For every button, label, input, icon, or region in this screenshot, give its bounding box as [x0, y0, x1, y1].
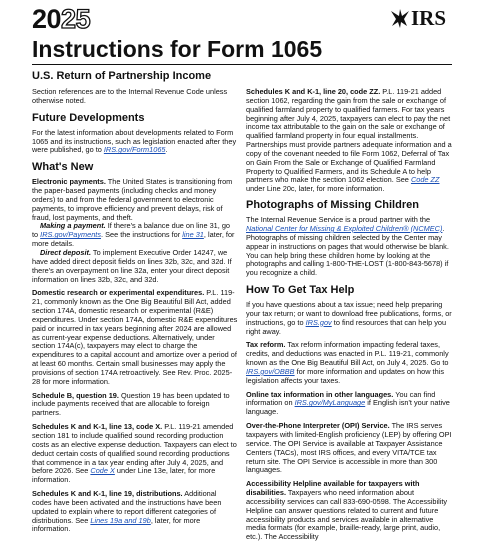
payments-link[interactable]: IRS.gov/Payments: [40, 230, 101, 240]
heading-missing-children: Photographs of Missing Children: [246, 199, 419, 212]
schedule-b-paragraph: [32, 392, 238, 419]
paragraph-label: Making a payment.: [40, 221, 106, 231]
text: .: [165, 145, 168, 155]
mylanguage-link[interactable]: IRS.gov/MyLanguage: [294, 398, 366, 408]
lines-19a-19b-link[interactable]: Lines 19a and 19b: [90, 515, 151, 525]
paragraph-label: Schedules K and K-1, line 13, code X.: [32, 422, 163, 432]
paragraph-label: Schedules K and K-1, line 19, distributions.: [32, 489, 183, 499]
irs-gov-link[interactable]: IRS.gov: [305, 317, 332, 327]
text: To implement Executive Order 14247, we have added direct deposit fields on lines 32b, 32c, and 32d. If there's an overpayment on line 32a, enter your direct deposit information on lines 32b, 32c, and 32d.: [32, 247, 232, 284]
research-expenditures-paragraph: [32, 289, 238, 386]
text: under Line 20c, later, for more information.: [246, 184, 385, 194]
page-title: Instructions for Form 1065: [32, 36, 323, 62]
paragraph-label: Schedule B, question 19.: [32, 390, 119, 400]
tax-help-paragraph: [246, 301, 454, 336]
text: P.L. 119-21 amended section 181 to include qualified sound recording production costs as an elective expense deduction. Taxpayers can elect to deduct certain costs of qualified sound recording productions that commence in a tax year ending after July 4, 2025, and before 2026. See: [32, 422, 237, 476]
obbb-link[interactable]: IRS.gov/OBBB: [246, 366, 295, 376]
text: You can find information on: [246, 389, 436, 408]
text: For the latest information about developments related to Form 1065 and its instructions, such as legislation enacted after they were published, go to: [32, 127, 237, 155]
paragraph-label: Electronic payments.: [32, 177, 106, 187]
text: If there's a balance due on line 31, go to: [32, 221, 230, 240]
text: for more information and updates on how this legislation affects your taxes.: [246, 366, 444, 385]
ncmec-link[interactable]: National Center for Missing & Exploited Children® (NCMEC): [246, 223, 443, 233]
heading-whats-new: What's New: [32, 161, 94, 174]
paragraph-label: Accessibility Helpline available for taxpayers with disabilities.: [246, 479, 420, 498]
accessibility-paragraph: [246, 480, 454, 542]
paragraph-label: Domestic research or experimental expenditures.: [32, 288, 205, 298]
year-outline: 25: [61, 4, 91, 34]
text: Tax reform information impacting federal taxes, credits, and deductions was enacted in P.L. 119-21, commonly known as the One Big Beautiful Bill Act, on July 4, 2025. Go to: [246, 340, 449, 368]
text: if English isn't your native language.: [246, 398, 450, 417]
text: Question 19 has been updated to include payments received that are allocable to foreign partners.: [32, 390, 230, 418]
paragraph-label: Direct deposit.: [40, 247, 92, 257]
line-20-paragraph: [246, 88, 454, 194]
paragraph-label: Schedules K and K-1, line 20, code ZZ.: [246, 87, 381, 96]
text: . Photographs of missing children selected by the Center may appear in instructions on pages that would otherwise be blank. You can help bring these children home by looking at the photographs and calling 1-800-THE-LOST (1-800-843-5678) if you recognize a child.: [246, 223, 449, 278]
direct-deposit-paragraph: [32, 249, 238, 284]
text: . See the instructions for: [101, 230, 183, 240]
line-19-paragraph: [32, 490, 238, 534]
missing-children-paragraph: [246, 216, 454, 278]
heading-tax-help: How To Get Tax Help: [246, 284, 355, 297]
code-zz-link[interactable]: Code ZZ: [410, 175, 440, 185]
making-payment-paragraph: [32, 222, 238, 249]
heading-future-developments: Future Developments: [32, 111, 145, 124]
year-bold: 20: [32, 4, 62, 34]
other-languages-paragraph: [246, 391, 454, 418]
text: to find resources that can help you right away.: [246, 317, 447, 336]
paragraph-label: Over-the-Phone Interpreter (OPI) Service.: [246, 421, 390, 431]
eagle-icon: [389, 7, 411, 29]
text: Taxpayers who need information about accessibility services can call 833-690-0598. The Accessibility Helpline can answer questions related to current and future accessibility products and services available in alternative media formats (for example, braille-ready, large print, audio, etc.). The Accessibility: [246, 488, 448, 542]
intro-paragraph: Section references are to the Internal Revenue Code unless otherwise noted.: [32, 87, 228, 105]
right-column: [246, 88, 454, 547]
text: under Line 13e, later, for more information.: [32, 466, 216, 485]
irs-logo-text: IRS: [411, 6, 447, 30]
text: The IRS serves taxpayers with limited-English proficiency (LEP) by offering OPI service. The OPI Service is available at Taxpayer Assistance Centers (TACs), most IRS offices, and every VITA/TCE tax return site. The OPI Service is accessible in more than 300 languages.: [246, 421, 452, 475]
line-13-paragraph: [32, 423, 238, 485]
text: , later, for more details.: [32, 230, 235, 249]
text: , later, for more information.: [32, 515, 201, 534]
irs-logo: [389, 7, 451, 29]
left-column: [32, 88, 238, 539]
text: Additional codes have been activated and the instructions have been updated to explain where to report different categories of distributions. See: [32, 489, 222, 525]
text: The Internal Revenue Service is a proud partner with the: [246, 215, 431, 225]
form-year: [32, 6, 90, 33]
text: P.L. 119-21 added section 1062, regarding the gain from the sale or exchange of qualified farmland property to qualified farmers. For tax years beginning after July 4, 2025, taxpayers can elect to pay the net income tax attributable to the gain on the sale or exchange of qualified farmland property in four equal installments. Partnerships must provide partners adequate information and a copy of the covenant needed to file Form 1062, Deferral of Tax on Gain From the Sale or Exchange of Qualified Farmland Property to Qualified Farmers, and its Schedule A to help partners who make the section 1062 election. See: [246, 87, 452, 185]
code-x-link[interactable]: Code X: [90, 466, 115, 476]
text: P.L. 119-21, commonly known as the One Big Beautiful Bill Act, added section 174A, domestic research or experimental (R&E) expenditures. Under section 174A, domestic R&E expenditures paid or incurred in tax years beginning after 2024 are allowed as current-year expense deductions. Alternatively, under section 174A(c), taxpayers may elect to charge the expenditures to a capital account and amortize over a period of at least 60 months. Certain small businesses may apply the provisions of section 174A retroactively. See Rev. Proc. 2025-28 for more information.: [32, 288, 238, 386]
text: If you have questions about a tax issue; need help preparing your tax return; or want to download free publications, forms, or instructions, go to: [246, 300, 452, 327]
form1065-link[interactable]: IRS.gov/Form1065: [103, 145, 166, 155]
paragraph-label: Online tax information in other languages.: [246, 389, 394, 399]
page-subtitle: U.S. Return of Partnership Income: [32, 70, 212, 82]
line-31-link[interactable]: line 31: [182, 230, 204, 240]
text: The United States is transitioning from the paper-based payments (including checks and money orders) to and from the federal government to electronic payments, to improve efficiency and prevent delays, risk of fraud, lost payments, and theft.: [32, 177, 233, 222]
tax-reform-paragraph: [246, 341, 454, 385]
title-divider: [32, 64, 452, 65]
future-paragraph: [32, 129, 238, 156]
paragraph-label: Tax reform.: [246, 340, 286, 350]
electronic-payments-paragraph: [32, 178, 238, 222]
opi-paragraph: [246, 422, 454, 475]
